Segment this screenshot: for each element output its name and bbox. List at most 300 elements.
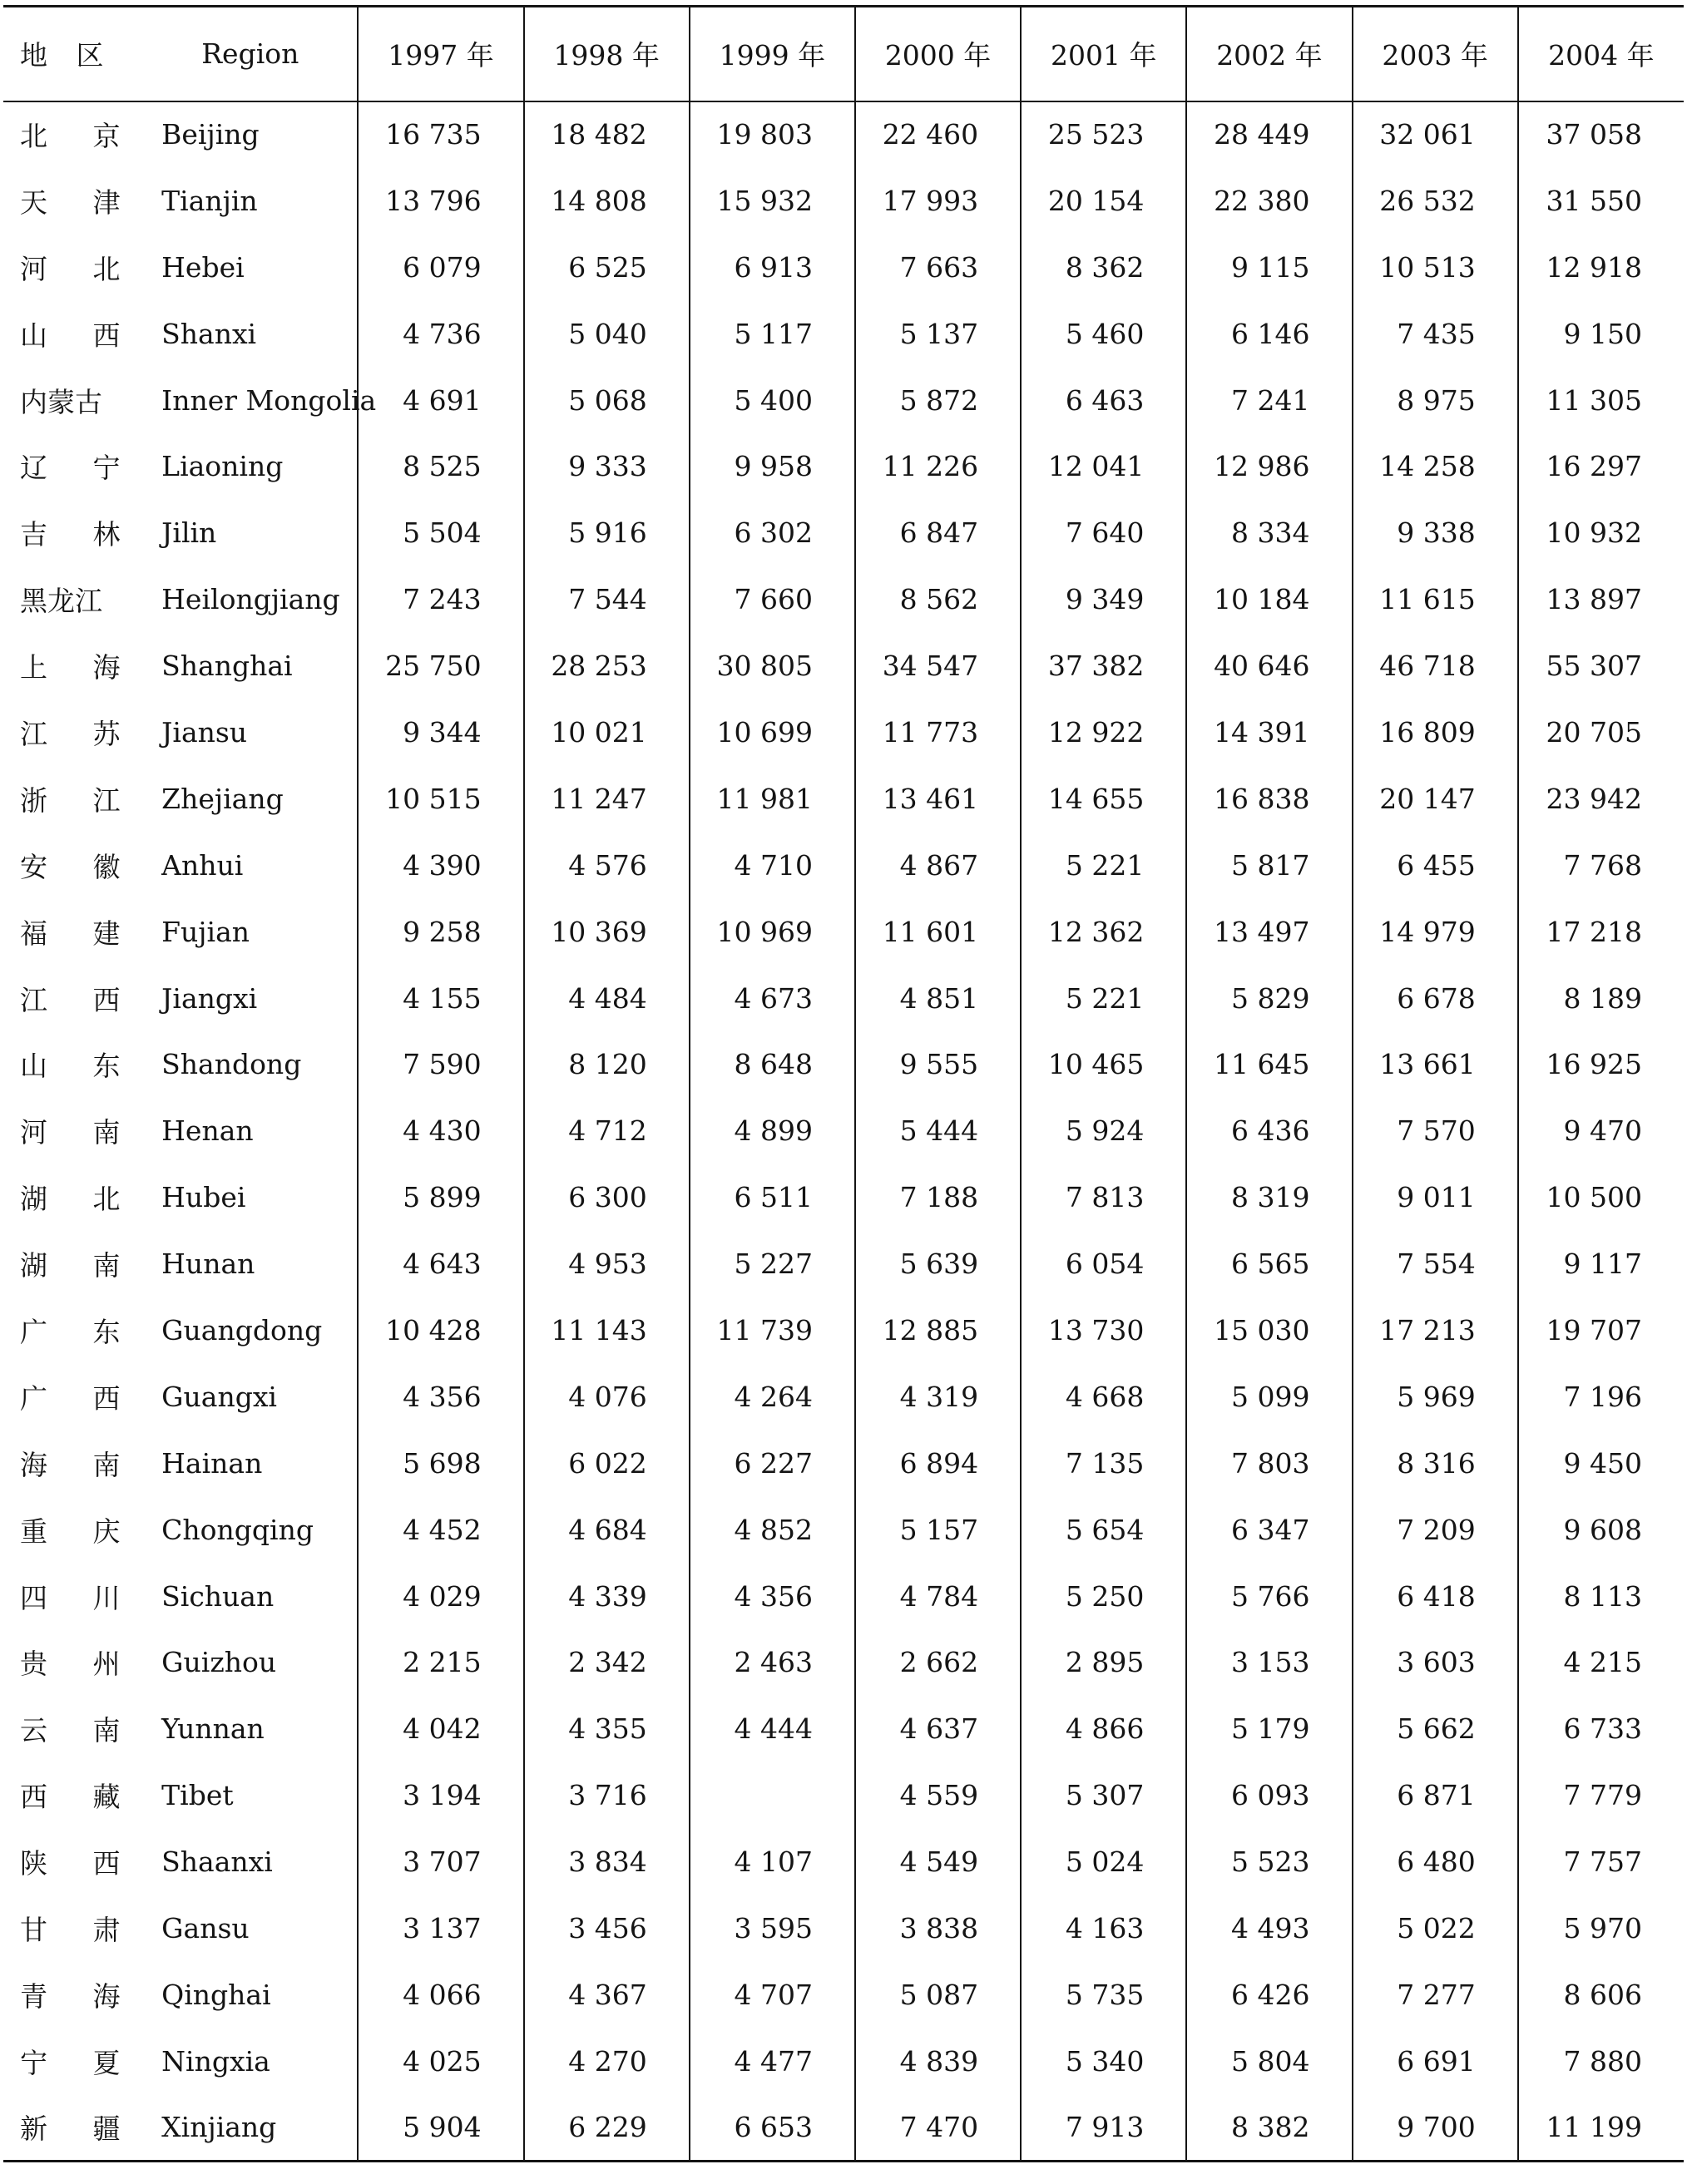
value-cell: 8 120	[524, 1031, 690, 1098]
header-region-en: Region	[143, 7, 358, 101]
value-cell: 10 932	[1518, 500, 1684, 566]
region-name-cn-text: 湖 南	[20, 1249, 139, 1282]
table-row	[3, 1961, 1684, 2028]
value-cell: 7 803	[1186, 1430, 1352, 1496]
value-cell: 16 809	[1353, 699, 1518, 766]
value-cell: 8 562	[855, 566, 1021, 633]
table-row	[3, 633, 1684, 699]
header-year: 1998 年	[524, 7, 690, 101]
value-cell: 20 147	[1353, 765, 1518, 832]
value-cell: 12 922	[1021, 699, 1186, 766]
value-cell: 6 871	[1353, 1762, 1518, 1829]
value-cell: 4 155	[358, 965, 523, 1031]
value-cell: 8 975	[1353, 367, 1518, 433]
value-cell: 4 430	[358, 1098, 523, 1164]
region-name-cn-text: 西 藏	[20, 1781, 139, 1814]
region-name-cn	[3, 633, 143, 699]
region-name-cn	[3, 367, 143, 433]
header-year: 2004 年	[1518, 7, 1684, 101]
document-page	[3, 5, 1684, 2162]
region-name-cn-text: 山 东	[20, 1050, 139, 1083]
value-cell: 20 154	[1021, 167, 1186, 234]
value-cell: 12 918	[1518, 234, 1684, 300]
value-cell: 5 444	[855, 1098, 1021, 1164]
value-cell: 9 349	[1021, 566, 1186, 633]
region-name-cn	[3, 1098, 143, 1164]
region-name-en: Jiansu	[161, 715, 248, 749]
value-cell: 4 839	[855, 2028, 1021, 2094]
value-cell: 4 637	[855, 1696, 1021, 1762]
value-cell: 13 661	[1353, 1031, 1518, 1098]
value-cell	[690, 1762, 855, 1829]
value-cell: 16 838	[1186, 765, 1352, 832]
value-cell: 7 544	[524, 566, 690, 633]
table-row	[3, 1430, 1684, 1496]
value-cell: 5 735	[1021, 1961, 1186, 2028]
value-cell: 13 497	[1186, 898, 1352, 965]
region-name-cn	[3, 234, 143, 300]
value-cell: 9 258	[358, 898, 523, 965]
value-cell: 3 716	[524, 1762, 690, 1829]
value-cell: 31 550	[1518, 167, 1684, 234]
header-year: 2002 年	[1186, 7, 1352, 101]
region-name-en: Anhui	[161, 848, 244, 882]
value-cell: 4 484	[524, 965, 690, 1031]
table-row	[3, 965, 1684, 1031]
value-cell: 2 662	[855, 1629, 1021, 1696]
value-cell: 6 093	[1186, 1762, 1352, 1829]
region-name-cn-text: 广 西	[20, 1381, 139, 1415]
value-cell: 3 194	[358, 1762, 523, 1829]
region-name-en: Fujian	[161, 915, 250, 948]
value-cell: 28 253	[524, 633, 690, 699]
value-cell: 6 653	[690, 2094, 855, 2161]
value-cell: 9 470	[1518, 1098, 1684, 1164]
value-cell: 5 662	[1353, 1696, 1518, 1762]
table-row	[3, 1031, 1684, 1098]
region-name-cn	[3, 1696, 143, 1762]
value-cell: 4 549	[855, 1829, 1021, 1895]
region-name-cn	[3, 300, 143, 367]
table-row	[3, 1297, 1684, 1364]
table-row	[3, 832, 1684, 898]
value-cell: 4 339	[524, 1563, 690, 1629]
value-cell: 11 773	[855, 699, 1021, 766]
value-cell: 8 648	[690, 1031, 855, 1098]
value-cell: 37 382	[1021, 633, 1186, 699]
value-cell: 37 058	[1518, 101, 1684, 168]
value-cell: 5 698	[358, 1430, 523, 1496]
value-cell: 6 463	[1021, 367, 1186, 433]
value-cell: 7 590	[358, 1031, 523, 1098]
region-name-cn	[3, 101, 143, 168]
value-cell: 4 029	[358, 1563, 523, 1629]
value-cell: 6 455	[1353, 832, 1518, 898]
value-cell: 5 022	[1353, 1895, 1518, 1962]
value-cell: 11 981	[690, 765, 855, 832]
region-name-cn-text: 上 海	[20, 651, 139, 684]
value-cell: 7 813	[1021, 1164, 1186, 1231]
value-cell: 11 615	[1353, 566, 1518, 633]
table-row	[3, 1164, 1684, 1231]
table-row	[3, 1696, 1684, 1762]
value-cell: 5 099	[1186, 1363, 1352, 1430]
value-cell: 5 904	[358, 2094, 523, 2161]
value-cell: 25 523	[1021, 101, 1186, 168]
region-name-cn-text: 福 建	[20, 917, 139, 950]
region-name-en: Shanxi	[161, 317, 257, 350]
region-name-en: Qinghai	[161, 1978, 271, 2011]
table-row	[3, 1563, 1684, 1629]
value-cell: 7 188	[855, 1164, 1021, 1231]
value-cell: 4 355	[524, 1696, 690, 1762]
value-cell: 4 452	[358, 1496, 523, 1563]
value-cell: 12 362	[1021, 898, 1186, 965]
value-cell: 5 970	[1518, 1895, 1684, 1962]
table-row	[3, 2094, 1684, 2161]
value-cell: 14 655	[1021, 765, 1186, 832]
region-name-en: Shanghai	[161, 650, 293, 683]
value-cell: 9 700	[1353, 2094, 1518, 2161]
header-year: 2000 年	[855, 7, 1021, 101]
value-cell: 13 730	[1021, 1297, 1186, 1364]
value-cell: 6 300	[524, 1164, 690, 1231]
value-cell: 4 215	[1518, 1629, 1684, 1696]
value-cell: 9 958	[690, 433, 855, 500]
value-cell: 30 805	[690, 633, 855, 699]
value-cell: 5 068	[524, 367, 690, 433]
value-cell: 2 895	[1021, 1629, 1186, 1696]
table-row	[3, 1098, 1684, 1164]
value-cell: 6 511	[690, 1164, 855, 1231]
value-cell: 4 163	[1021, 1895, 1186, 1962]
value-cell: 13 461	[855, 765, 1021, 832]
value-cell: 9 344	[358, 699, 523, 766]
value-cell: 11 305	[1518, 367, 1684, 433]
region-name-cn-text: 陕 西	[20, 1847, 139, 1880]
value-cell: 6 678	[1353, 965, 1518, 1031]
value-cell: 10 513	[1353, 234, 1518, 300]
region-name-cn-text: 吉 林	[20, 518, 139, 551]
value-cell: 5 179	[1186, 1696, 1352, 1762]
region-name-cn-text: 宁 夏	[20, 2046, 139, 2079]
value-cell: 22 460	[855, 101, 1021, 168]
value-cell: 5 221	[1021, 832, 1186, 898]
value-cell: 13 796	[358, 167, 523, 234]
value-cell: 34 547	[855, 633, 1021, 699]
region-name-cn-text: 河 北	[20, 252, 139, 285]
header-region-cn: 地 区	[3, 7, 143, 101]
value-cell: 11 645	[1186, 1031, 1352, 1098]
region-name-en: Jilin	[161, 516, 217, 550]
value-cell: 4 576	[524, 832, 690, 898]
value-cell: 6 480	[1353, 1829, 1518, 1895]
value-cell: 6 913	[690, 234, 855, 300]
value-cell: 8 334	[1186, 500, 1352, 566]
value-cell: 5 040	[524, 300, 690, 367]
region-name-cn-text: 广 东	[20, 1315, 139, 1348]
value-cell: 9 450	[1518, 1430, 1684, 1496]
value-cell: 5 829	[1186, 965, 1352, 1031]
table-row	[3, 1762, 1684, 1829]
value-cell: 5 117	[690, 300, 855, 367]
region-name-cn	[3, 1297, 143, 1364]
value-cell: 7 470	[855, 2094, 1021, 2161]
value-cell: 5 916	[524, 500, 690, 566]
value-cell: 12 041	[1021, 433, 1186, 500]
value-cell: 7 277	[1353, 1961, 1518, 2028]
table-row	[3, 699, 1684, 766]
value-cell: 8 606	[1518, 1961, 1684, 2028]
region-name-en: Beijing	[161, 118, 260, 151]
value-cell: 9 115	[1186, 234, 1352, 300]
region-name-cn-text: 重 庆	[20, 1514, 139, 1548]
value-cell: 5 307	[1021, 1762, 1186, 1829]
value-cell: 10 184	[1186, 566, 1352, 633]
value-cell: 25 750	[358, 633, 523, 699]
table-row	[3, 167, 1684, 234]
table-row	[3, 898, 1684, 965]
value-cell: 26 532	[1353, 167, 1518, 234]
region-name-en: Hebei	[161, 250, 245, 284]
value-cell: 4 684	[524, 1496, 690, 1563]
value-cell: 17 213	[1353, 1297, 1518, 1364]
value-cell: 4 710	[690, 832, 855, 898]
value-cell: 5 969	[1353, 1363, 1518, 1430]
value-cell: 10 428	[358, 1297, 523, 1364]
value-cell: 4 477	[690, 2028, 855, 2094]
region-name-cn	[3, 1629, 143, 1696]
value-cell: 9 608	[1518, 1496, 1684, 1563]
value-cell: 4 673	[690, 965, 855, 1031]
value-cell: 7 660	[690, 566, 855, 633]
region-name-cn-text: 湖 北	[20, 1183, 139, 1216]
value-cell: 23 942	[1518, 765, 1684, 832]
region-name-en: Shandong	[161, 1048, 302, 1081]
value-cell: 3 838	[855, 1895, 1021, 1962]
table-row	[3, 101, 1684, 168]
value-cell: 5 924	[1021, 1098, 1186, 1164]
value-cell: 5 400	[690, 367, 855, 433]
region-name-cn-text: 北 京	[20, 120, 139, 153]
value-cell: 14 808	[524, 167, 690, 234]
table-body	[3, 101, 1684, 2162]
region-name-cn-text: 河 南	[20, 1116, 139, 1149]
value-cell: 4 042	[358, 1696, 523, 1762]
value-cell: 14 979	[1353, 898, 1518, 965]
region-name-cn-text: 贵 州	[20, 1648, 139, 1681]
header-row	[3, 7, 1684, 101]
value-cell: 2 463	[690, 1629, 855, 1696]
region-name-cn-text: 江 苏	[20, 717, 139, 750]
table-row	[3, 1829, 1684, 1895]
value-cell: 8 382	[1186, 2094, 1352, 2161]
value-cell: 6 418	[1353, 1563, 1518, 1629]
value-cell: 22 380	[1186, 167, 1352, 234]
region-name-cn	[3, 1231, 143, 1297]
value-cell: 3 834	[524, 1829, 690, 1895]
value-cell: 11 226	[855, 433, 1021, 500]
value-cell: 7 768	[1518, 832, 1684, 898]
value-cell: 3 603	[1353, 1629, 1518, 1696]
value-cell: 4 668	[1021, 1363, 1186, 1430]
value-cell: 5 899	[358, 1164, 523, 1231]
region-name-cn-text: 四 川	[20, 1581, 139, 1614]
value-cell: 4 736	[358, 300, 523, 367]
table-row	[3, 1895, 1684, 1962]
value-cell: 11 247	[524, 765, 690, 832]
value-cell: 9 117	[1518, 1231, 1684, 1297]
value-cell: 5 523	[1186, 1829, 1352, 1895]
value-cell: 6 691	[1353, 2028, 1518, 2094]
region-name-cn	[3, 699, 143, 766]
value-cell: 4 784	[855, 1563, 1021, 1629]
value-cell: 7 663	[855, 234, 1021, 300]
value-cell: 4 851	[855, 965, 1021, 1031]
value-cell: 12 885	[855, 1297, 1021, 1364]
region-name-cn	[3, 566, 143, 633]
region-name-cn-text: 海 南	[20, 1448, 139, 1481]
value-cell: 4 319	[855, 1363, 1021, 1430]
value-cell: 4 025	[358, 2028, 523, 2094]
value-cell: 5 024	[1021, 1829, 1186, 1895]
value-cell: 5 766	[1186, 1563, 1352, 1629]
table-row	[3, 1231, 1684, 1297]
value-cell: 17 218	[1518, 898, 1684, 965]
value-cell: 16 735	[358, 101, 523, 168]
region-name-cn	[3, 2028, 143, 2094]
value-cell: 7 209	[1353, 1496, 1518, 1563]
table-row	[3, 1629, 1684, 1696]
value-cell: 4 270	[524, 2028, 690, 2094]
value-cell: 9 150	[1518, 300, 1684, 367]
table-row	[3, 234, 1684, 300]
value-cell: 6 426	[1186, 1961, 1352, 2028]
value-cell: 11 739	[690, 1297, 855, 1364]
value-cell: 11 199	[1518, 2094, 1684, 2161]
value-cell: 13 897	[1518, 566, 1684, 633]
value-cell: 7 880	[1518, 2028, 1684, 2094]
value-cell: 9 555	[855, 1031, 1021, 1098]
value-cell: 5 221	[1021, 965, 1186, 1031]
value-cell: 8 113	[1518, 1563, 1684, 1629]
region-name-en: Hainan	[161, 1446, 263, 1480]
region-name-en: Yunnan	[161, 1712, 265, 1746]
region-name-en: Guangdong	[161, 1313, 323, 1346]
value-cell: 4 076	[524, 1363, 690, 1430]
region-name-cn	[3, 1829, 143, 1895]
value-cell: 5 137	[855, 300, 1021, 367]
region-name-en: Shaanxi	[161, 1846, 273, 1879]
region-name-cn	[3, 898, 143, 965]
region-name-en: Sichuan	[161, 1579, 275, 1613]
region-name-cn-text: 天 津	[20, 185, 139, 219]
value-cell: 32 061	[1353, 101, 1518, 168]
value-cell: 3 595	[690, 1895, 855, 1962]
value-cell: 6 022	[524, 1430, 690, 1496]
value-cell: 19 707	[1518, 1297, 1684, 1364]
value-cell: 4 493	[1186, 1895, 1352, 1962]
regional-data-table	[3, 5, 1684, 2162]
value-cell: 6 894	[855, 1430, 1021, 1496]
value-cell: 5 227	[690, 1231, 855, 1297]
header-year: 1999 年	[690, 7, 855, 101]
value-cell: 20 705	[1518, 699, 1684, 766]
region-name-cn	[3, 500, 143, 566]
value-cell: 9 338	[1353, 500, 1518, 566]
value-cell: 5 817	[1186, 832, 1352, 898]
value-cell: 2 215	[358, 1629, 523, 1696]
value-cell: 6 525	[524, 234, 690, 300]
region-name-cn	[3, 765, 143, 832]
value-cell: 4 953	[524, 1231, 690, 1297]
region-name-cn	[3, 1430, 143, 1496]
value-cell: 7 135	[1021, 1430, 1186, 1496]
value-cell: 4 356	[690, 1563, 855, 1629]
region-name-en: Hunan	[161, 1248, 255, 1281]
region-name-cn	[3, 1961, 143, 2028]
value-cell: 14 258	[1353, 433, 1518, 500]
value-cell: 16 297	[1518, 433, 1684, 500]
region-name-en: Zhejiang	[161, 782, 284, 815]
header-year: 2003 年	[1353, 7, 1518, 101]
value-cell: 55 307	[1518, 633, 1684, 699]
table-row	[3, 433, 1684, 500]
value-cell: 4 899	[690, 1098, 855, 1164]
value-cell: 3 137	[358, 1895, 523, 1962]
region-name-cn	[3, 1164, 143, 1231]
value-cell: 4 707	[690, 1961, 855, 2028]
value-cell: 12 986	[1186, 433, 1352, 500]
header-year: 1997 年	[358, 7, 523, 101]
region-name-en: Heilongjiang	[161, 583, 340, 616]
value-cell: 7 913	[1021, 2094, 1186, 2161]
value-cell: 4 712	[524, 1098, 690, 1164]
value-cell: 4 066	[358, 1961, 523, 2028]
value-cell: 2 342	[524, 1629, 690, 1696]
value-cell: 5 639	[855, 1231, 1021, 1297]
region-name-cn	[3, 167, 143, 234]
value-cell: 8 525	[358, 433, 523, 500]
region-name-cn-text: 辽 宁	[20, 452, 139, 485]
region-name-en: Ningxia	[161, 2044, 270, 2078]
value-cell: 11 601	[855, 898, 1021, 965]
table-row	[3, 300, 1684, 367]
region-name-cn-text: 新 疆	[20, 2112, 139, 2145]
value-cell: 18 482	[524, 101, 690, 168]
region-name-cn	[3, 433, 143, 500]
value-cell: 4 867	[855, 832, 1021, 898]
value-cell: 7 196	[1518, 1363, 1684, 1430]
value-cell: 7 570	[1353, 1098, 1518, 1164]
region-name-en: Chongqing	[161, 1513, 314, 1546]
region-name-cn	[3, 1496, 143, 1563]
value-cell: 3 707	[358, 1829, 523, 1895]
table-header	[3, 7, 1684, 101]
region-name-cn	[3, 1762, 143, 1829]
table-row	[3, 1496, 1684, 1563]
value-cell: 7 757	[1518, 1829, 1684, 1895]
region-name-en: Henan	[161, 1114, 254, 1148]
region-name-cn	[3, 1895, 143, 1962]
region-name-cn-text: 浙 江	[20, 783, 139, 817]
region-name-en: Gansu	[161, 1911, 250, 1944]
value-cell: 6 733	[1518, 1696, 1684, 1762]
value-cell: 6 436	[1186, 1098, 1352, 1164]
table-row	[3, 765, 1684, 832]
table-row	[3, 500, 1684, 566]
value-cell: 7 554	[1353, 1231, 1518, 1297]
